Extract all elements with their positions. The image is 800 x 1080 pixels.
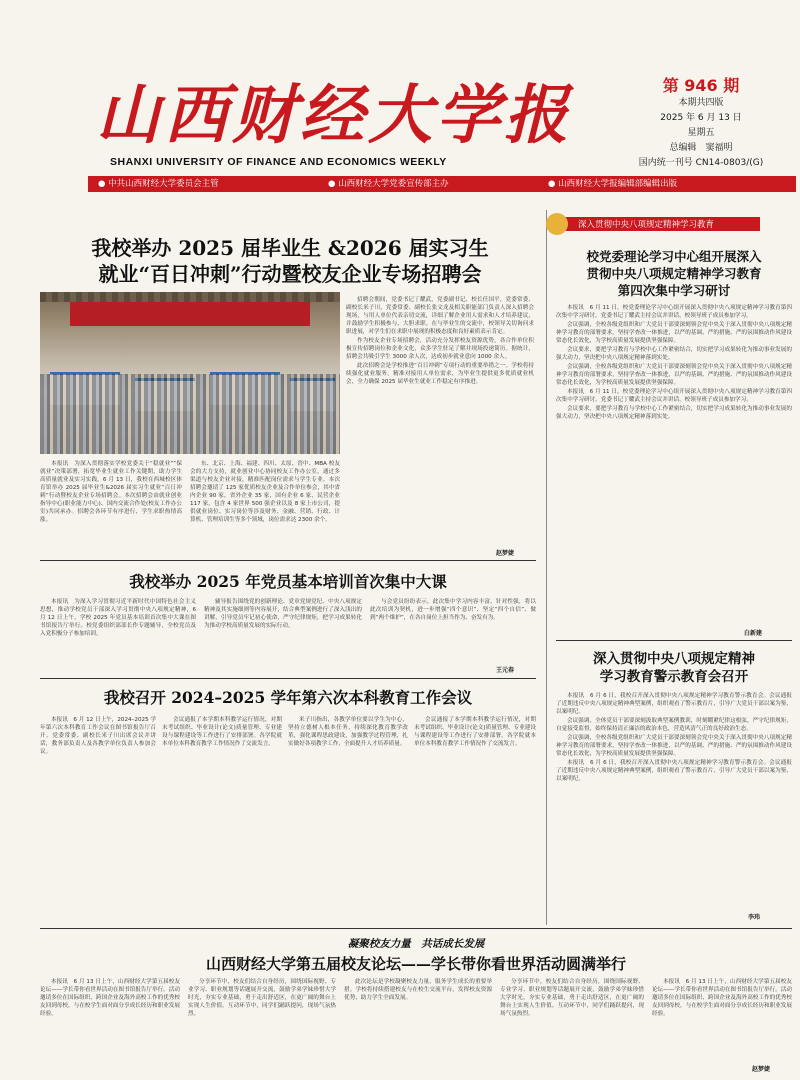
article2-body-b: 辅导报告围绕党的创新理论、党章党规党纪、中央八项规定精神及其实施细则等内容展开，结合典型案例进行了深入浅出的讲解，引导党员牢记初心使命，严守纪律规矩，把学习成果转化为推动学校高质量发展的实际行动。 (204, 599, 362, 629)
article3-body-d: 会议通报了本学期本科教学运行情况，对期末考试组织、毕业设计(论文)质量管理、专业建设与课程建设等工作进行了安排部署。各学院就本单位本科教育教学工作情况作了交流发言。 (414, 717, 536, 747)
header-bar-supervisor: ● 中共山西财经大学委员会主管 (98, 179, 219, 189)
sidebar1-headline-2: 贯彻中央八项规定精神学习教育 (586, 266, 762, 281)
sidebar2-body: 本报讯 6 月 6 日，我校召开深入贯彻中央八项规定精神学习教育警示教育会。会议通报了近期违反中央八项规定精神典型案例，组织观看了警示教育片，引导广大党员干部以案为鉴、以案明纪。 会议强调，全体党员干部要深刻汲取典型案例教训，时刻绷紧纪律这根弦，严守纪律规矩，自觉接受监督，始终保持清正廉洁的政治本色，营造风清气正的良好政治生态。 会议强调，全校各级党组织和广大党员干部要深刻领会党中央关于深入贯彻中央八项规定精神学习教育的部署要求，坚持学查改一体推进，以严的基调、严的措施、严的氛围推动作风建设常态化长效化，为学校高质量发展提供坚强保障。 本报讯 6 月 6 日，我校召开深入贯彻中央八项规定精神学习教育警示教育会。会议通报了近期违反中央八项规定精神典型案例，组织观看了警示教育片，引导广大党员干部以案为鉴、以案明纪。 (556, 693, 792, 782)
lead-author: 赵梦婕 (496, 550, 515, 557)
article3-body-c: 米子川指出，各教学单位要以学生为中心，坚持立德树人根本任务，持续深化教育教学改革，强化课程思政建设，加强教学过程管理，扎实做好各项教学工作，全面提升人才培养质量。 (288, 717, 408, 747)
sidebar2-headline-1: 深入贯彻中央八项规定精神 (593, 651, 755, 667)
article3-headline: 我校召开 2024–2025 学年第六次本科教育工作会议 (103, 688, 473, 707)
header-bar-sponsor: ● 山西财经大学党委宣传部主办 (328, 179, 449, 189)
bottom-body-a: 本报讯 6 月 13 日上午，山西财经大学第五届校友论坛——学长带你看世界活动在图书馆报告厅举行。活动邀请多位在国际组织、跨国企业及海外高校工作的优秀校友回到母校，与在校学生面对面分享成长经历和职业发展经验。 (40, 979, 180, 1017)
bottom-headline: 山西财经大学第五届校友论坛——学长带你看世界活动圆满举行 (205, 955, 626, 973)
issue-info (606, 76, 796, 171)
sidebar1-body: 本报讯 6 月 11 日，校党委理论学习中心组开展深入贯彻中央八项规定精神学习教育第四次集中学习研讨。党委书记丁耀武主持会议并讲话，校领导班子成员参加学习。 会议强调，全校各级党组织和广大党员干部要深刻领会党中央关于深入贯彻中央八项规定精神学习教育的部署要求，坚持学查改一体推进，以严的基调、严的措施、严的氛围推动作风建设常态化长效化，为学校高质量发展提供坚强保障。 会议要求，要把学习教育与学校中心工作紧密结合，切实把学习成果转化为推动事业发展的强大动力，坚决把中央八项规定精神落到实处。 会议强调，全校各级党组织和广大党员干部要深刻领会党中央关于深入贯彻中央八项规定精神学习教育的部署要求，坚持学查改一体推进，以严的基调、严的措施、严的氛围推动作风建设常态化长效化，为学校高质量发展提供坚强保障。 本报讯 6 月 11 日，校党委理论学习中心组开展深入贯彻中央八项规定精神学习教育第四次集中学习研讨。党委书记丁耀武主持会议并讲话，校领导班子成员参加学习。 会议要求，要把学习教育与学校中心工作紧密结合，切实把学习成果转化为推动事业发展的强大动力，坚决把中央八项规定精神落到实处。 (556, 305, 792, 420)
lead-body-b: 东、北京、上海、福建、四川、太原、晋中、MBA 校友会的大力支持，就业创业中心协同校友工作办公室，通过多渠道与校友企业对接，精准匹配岗位需求与学生专业。本次招聘会邀请了 125 家优质校友企业及合作单位参会，其中省内企业 90 家，省外企业 35 家，国有企业 6 家，民营企业 117 家，包含 4 家世界 500 强企业以及 8 家上市公司，提供就业岗位、实习岗位等涉及财务、金融、营销、行政、计算机、管理培训生等多个领域，岗位需求达 2300 余个。 (190, 461, 340, 523)
sidebar2-headline-2: 学习教育警示教育会召开 (599, 669, 749, 685)
divider (40, 560, 536, 561)
article3-body-a: 本报讯 6 月 12 日上午，2024–2025 学年第六次本科教育工作会议在图书馆报告厅召开。党委常委、副校长米子川出席会议并讲话，教务部负责人及各教学单位负责人参加会议。 (40, 717, 156, 755)
sidebar1-author: 白新建 (744, 630, 763, 637)
lead-headline-2: 就业“百日冲刺”行动暨校友企业专场招聘会 (98, 262, 482, 286)
issue-number: 第 946 期 (662, 76, 740, 95)
bottom-body-b: 分享环节中，校友们结合自身经历，围绕国际视野、专业学习、职业规划等话题展开交流，鼓励学弟学妹珍惜大学时光，夯实专业基础，勇于走出舒适区，在更广阔的舞台上实现人生价值。互动环节中，同学们踊跃提问，现场气氛热烈。 (188, 979, 336, 1017)
issue-weekday: 星期五 (687, 128, 715, 138)
sidebar1-headline-1: 校党委理论学习中心组开展深入 (586, 249, 762, 264)
article2-author: 王元春 (496, 667, 515, 674)
bottom-kicker: 凝聚校友力量 共话成长发展 (347, 938, 485, 950)
column-divider (546, 210, 547, 925)
divider (40, 678, 536, 679)
job-fair-photo (40, 292, 340, 454)
article2-headline: 我校举办 2025 年党员基本培训首次集中大课 (129, 572, 447, 591)
article2-body-c: 与会党员纷纷表示，此次集中学习内容丰富、针对性强，将以此次培训为契机，进一步增强“四个意识”、坚定“四个自信”、做到“两个维护”，在各自岗位上担当作为、奋发有为。 (370, 599, 536, 621)
bottom-body-d: 分享环节中，校友们结合自身经历，围绕国际视野、专业学习、职业规划等话题展开交流，鼓励学弟学妹珍惜大学时光，夯实专业基础，勇于走出舒适区，在更广阔的舞台上实现人生价值。互动环节中，同学们踊跃提问，现场气氛热烈。 (500, 979, 644, 1017)
issue-date: 2025 年 6 月 13 日 (660, 113, 742, 123)
lead-body-a: 本报讯 为深入贯彻落实学校党委关于“稳就业”“保就业”决策部署，拓宽毕业生就业工作关键期，助力学生高质量就业及实习实践，6 月 13 日，我校在西城校区体育馆举办 2025 届毕业生&2026 届实习生就业“百日冲刺”行动暨校友企业专场招聘会。本次招聘会由就业创业指导中心(职业能力中心)、国内交流合作处(校友工作办公室)共同承办。招聘会各环节有序进行，学生求职热情高涨。 (40, 461, 182, 523)
lead-body-c: 招聘会期间，党委书记丁耀武，党委副书记、校长任国平，党委常委、副校长米子川，党委常委、副校长张文龙及相关职能部门负责人深入招聘会现场，与用人单位代表亲切交流，详细了解企业用人需求和人才培养建议，并鼓励学生积极参与、大胆求职。在与毕业生的交流中，校领导关切询问求职进展，对学生们在求职中展现的积极态度和良好素质表示肯定。 作为校友企业专场招聘会，活动充分发挥校友资源优势，各合作单位积极宣传招聘岗位和企业文化，众多学生驻足了解并现场投递简历。据统计，招聘会共吸引学生 3000 余人次，达成初步就业意向 1000 余人。 此次招聘会是学校推进“百日冲刺”专项行动的重要举措之一。学校将持续强化就业服务，精准对接用人单位需求，为毕业生提供更多优质就业机会，全力确保 2025 届毕业生就业工作稳定有序推进。 (346, 297, 534, 385)
bottom-author: 赵梦婕 (752, 1066, 771, 1073)
header-bar-editor: ● 山西财经大学报编辑部编辑出版 (548, 179, 678, 189)
party-emblem-icon (546, 213, 568, 235)
sidebar-tag: 深入贯彻中央八项规定精神学习教育 (560, 217, 760, 231)
edition-count: 本期共四版 (678, 98, 724, 108)
masthead-title: 山西财经大学报 (96, 78, 572, 153)
publication-number: 国内统一刊号 CN14-0803/(G) (638, 158, 764, 168)
sidebar2-author: 李玮 (748, 914, 761, 921)
article2-body-a: 本报讯 为深入学习贯彻习近平新时代中国特色社会主义思想，推动学校党员干部深入学习贯彻中央八项规定精神，6 月 12 日上午，学校 2025 年党员基本培训首次集中大课在图书馆报告厅举行。校党委组织部部长作专题辅导，全校党员及入党积极分子参加培训。 (40, 599, 196, 637)
chief-editor: 总编辑 窦福明 (669, 143, 733, 153)
lead-headline-1: 我校举办 2025 届毕业生 &2026 届实习生 (91, 236, 489, 260)
masthead-subtitle: SHANXI UNIVERSITY OF FINANCE AND ECONOMICS WEEKLY (110, 156, 447, 168)
divider (40, 928, 792, 929)
bottom-body-e: 本报讯 6 月 13 日上午，山西财经大学第五届校友论坛——学长带你看世界活动在图书馆报告厅举行。活动邀请多位在国际组织、跨国企业及海外高校工作的优秀校友回到母校，与在校学生面对面分享成长经历和职业发展经验。 (652, 979, 792, 1017)
sidebar1-headline-3: 第四次集中学习研讨 (617, 283, 731, 298)
article3-body-b: 会议通报了本学期本科教学运行情况，对期末考试组织、毕业设计(论文)质量管理、专业建设与课程建设等工作进行了安排部署。各学院就本单位本科教育教学工作情况作了交流发言。 (162, 717, 282, 747)
divider (556, 640, 792, 641)
header-bar (88, 176, 796, 192)
bottom-body-c: 此次论坛是学校凝聚校友力量、服务学生成长的重要举措。学校将持续搭建校友与在校生交流平台，发挥校友资源优势，助力学生全面发展。 (344, 979, 492, 1001)
